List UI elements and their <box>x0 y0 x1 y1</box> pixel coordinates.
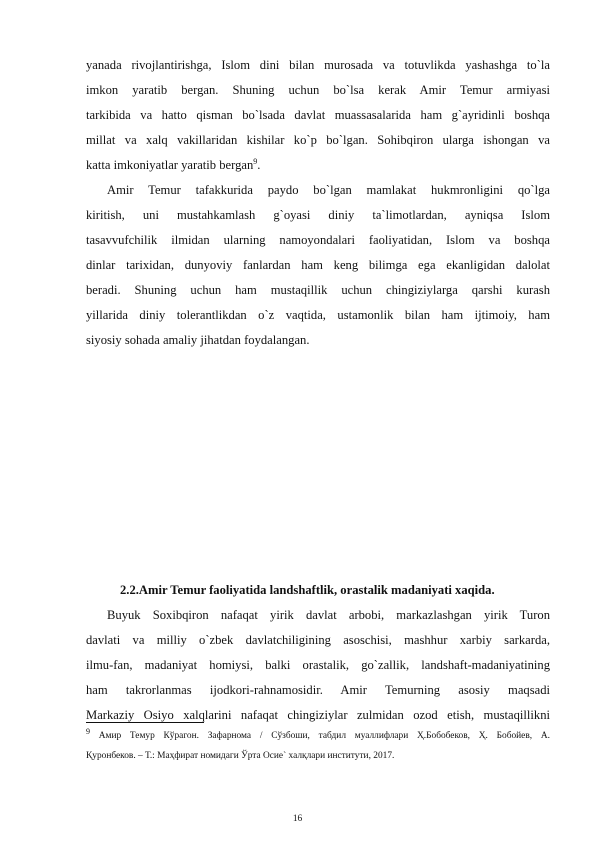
paragraph-1-line: imkon yaratib bergan. Shuning uchun bo`lsa kerak Amir Temur armiyasi <box>86 83 550 97</box>
footnote-line <box>86 726 550 742</box>
paragraph-2-line: siyosiy sohada amaliy jihatdan foydalangan. <box>86 333 310 347</box>
paragraph-1-line: yanada rivojlantirishga, Islom dini bilan murosada va totuvlikda yashashga to`la <box>86 58 550 72</box>
paragraph-1-line: tarkibida va hatto qisman bo`lsada davlat muassasalarida ham g`ayridinli boshqa <box>86 108 550 122</box>
footnote-text: Амир Темур Кўрагон. Зафарнома / Сўзбоши, табдил муаллифлари Ҳ.Бобобеков, Ҳ. Бобойев, А. <box>90 731 550 741</box>
footnote-reference: 9 <box>253 156 258 166</box>
paragraph-2-line: kiritish, uni mustahkamlash g`oyasi diniy ta`limotlardan, ayniqsa Islom <box>86 208 550 222</box>
footnote-separator <box>86 722 204 723</box>
paragraph-1-text: katta imkoniyatlar yaratib bergan <box>86 158 254 172</box>
section-heading: 2.2.Amir Temur faoliyatida landshaftlik, orastalik madaniyati xaqida. <box>120 583 495 597</box>
paragraph-1-line: millat va xalq vakillaridan kishilar ko`p bo`lgan. Sohibqiron ularga ishongan va <box>86 133 550 147</box>
paragraph-2-line: beradi. Shuning uchun ham mustaqillik uchun chingiziylarga qarshi kurash <box>86 283 550 297</box>
footnote-marker: 9 <box>86 726 90 736</box>
paragraph-1-end: . <box>257 158 261 172</box>
paragraph-2-line: yillarida diniy tolerantlikdan o`z vaqtida, ustamonlik bilan ham ijtimoiy, ham <box>86 308 550 322</box>
page-number: 16 <box>292 814 303 824</box>
paragraph-3-line: ham takrorlanmas ijodkori-rahnamosidir. Amir Temurning asosiy maqsadi <box>86 683 550 697</box>
paragraph-3-line: Markaziy Osiyo xalqlarini nafaqat chingiziylar zulmidan ozod etish, mustaqillikni <box>86 708 550 722</box>
paragraph-2-line: Amir Temur tafakkurida paydo bo`lgan mamlakat hukmronligini qo`lga <box>107 183 550 197</box>
paragraph-3-line: ilmu-fan, madaniyat homiysi, balki orastalik, go`zallik, landshaft-madaniyatining <box>86 658 550 672</box>
paragraph-3-line: davlati va milliy o`zbek davlatchiligining asoschisi, mashhur xarbiy sarkarda, <box>86 633 550 647</box>
footnote-line: Қуронбеков. – Т.: Маҳфират номидаги Ўрта Осие` халқлари институти, 2017. <box>86 751 395 761</box>
paragraph-3-line: Buyuk Soxibqiron nafaqat yirik davlat arbobi, markazlashgan yirik Turon <box>107 608 550 622</box>
paragraph-1-last-line <box>86 158 550 173</box>
paragraph-2-line: tasavvufchilik ilmidan ularning namoyondalari faoliyatidan, Islom va boshqa <box>86 233 550 247</box>
paragraph-2-line: dinlar tarixidan, dunyoviy fanlardan ham keng bilimga ega ekanligidan dalolat <box>86 258 550 272</box>
